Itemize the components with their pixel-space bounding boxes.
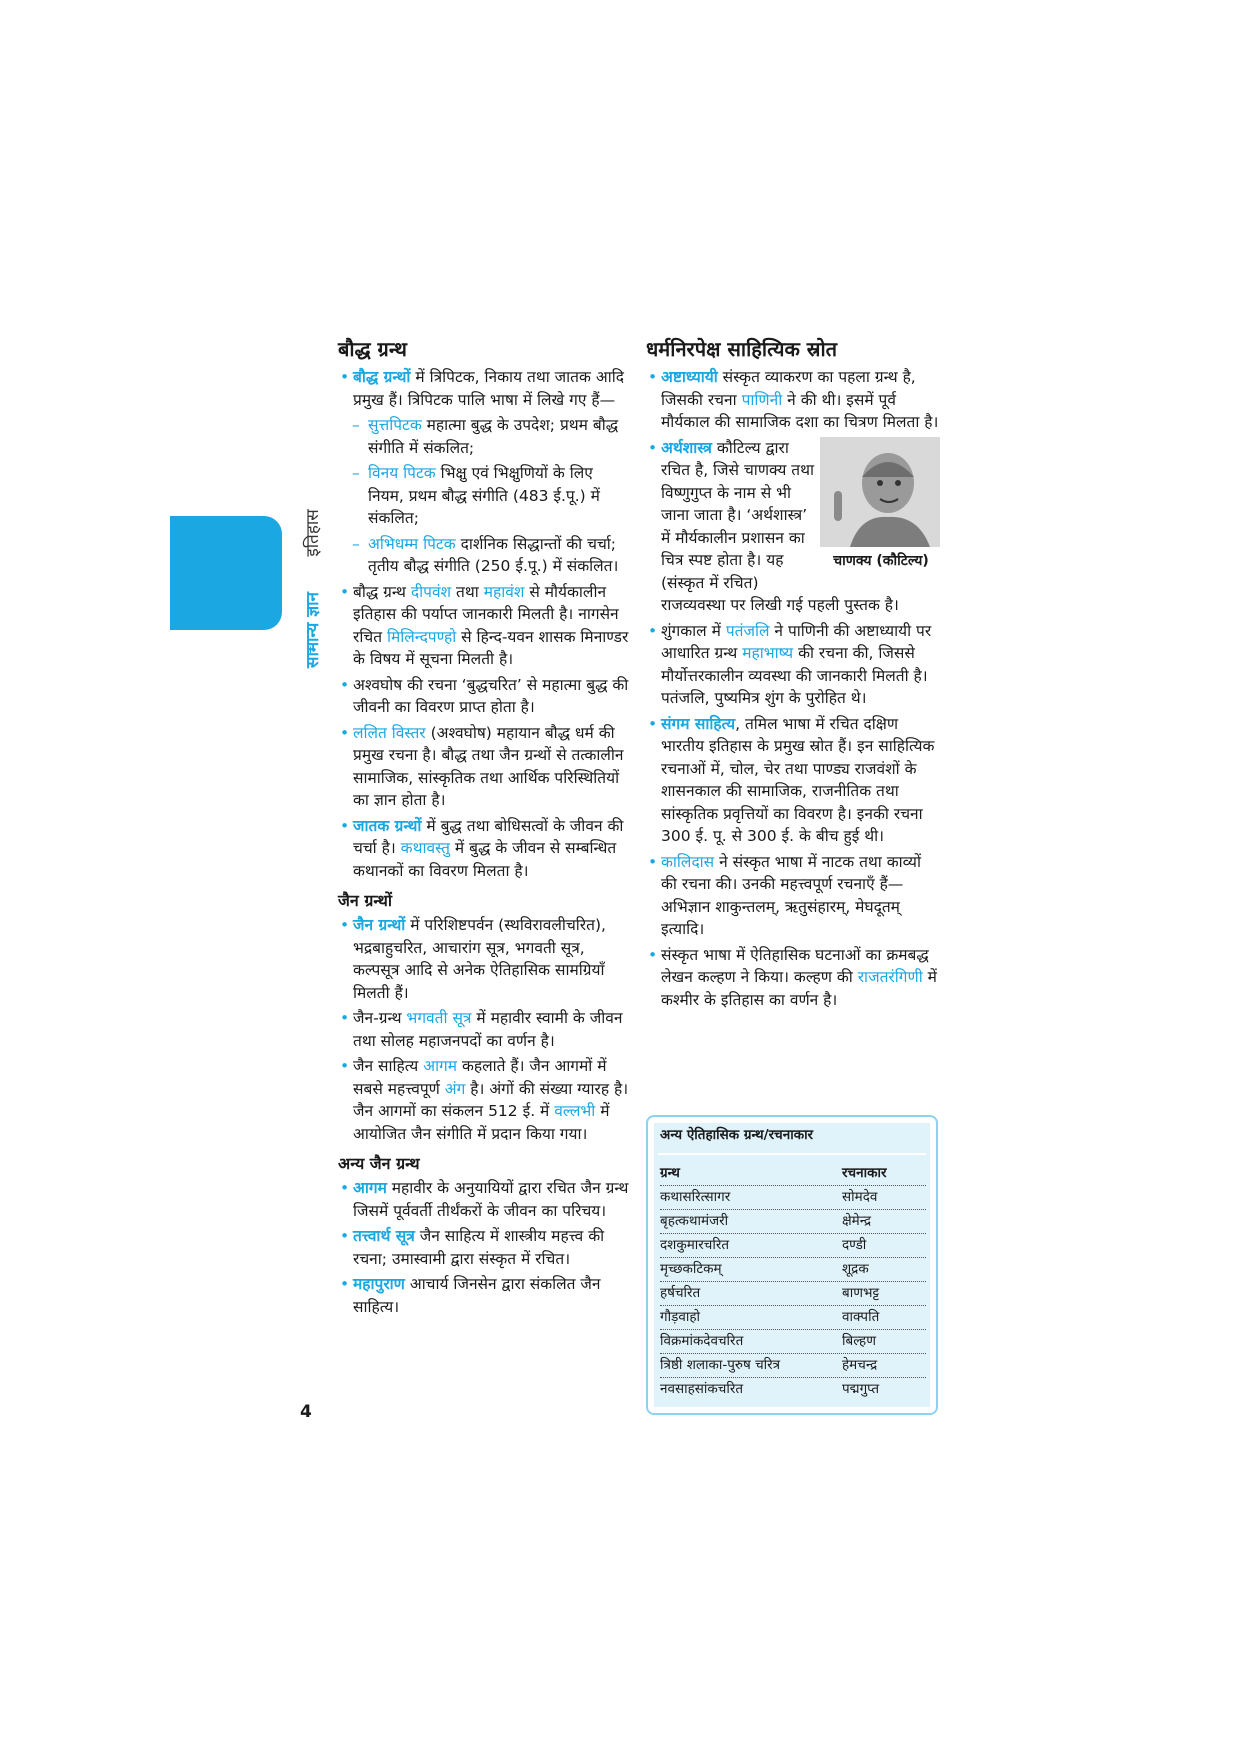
keyword: अर्थशास्त्र [661, 438, 712, 457]
table-row [660, 1209, 926, 1234]
list-item [338, 366, 630, 411]
table-row [660, 1305, 926, 1330]
col-header-book: ग्रन्थ [660, 1165, 680, 1181]
list-item [338, 1273, 630, 1318]
item-text: में महावीर स्वामी के जीवन तथा सोलह महाजनपदों का वर्णन है। [353, 1009, 623, 1050]
keyword: आगम [353, 1179, 387, 1197]
cell-author: वाक्पति [842, 1309, 880, 1325]
item-text: संस्कृत व्याकरण का पहला ग्रन्थ है, जिसकी रचना [661, 368, 916, 409]
item-text: में आयोजित जैन संगीति में प्रदान किया गया। [353, 1102, 610, 1143]
granth-table-box [646, 1115, 938, 1415]
page-number: 4 [300, 1402, 312, 1422]
link-text: महावंश [483, 582, 525, 601]
list-item [338, 1177, 630, 1222]
item-text: संस्कृत भाषा में ऐतिहासिक घटनाओं का क्रमबद्ध लेखन कल्हण ने किया। कल्हण की [661, 945, 929, 986]
link-text: ललित विस्तर [353, 723, 426, 742]
item-text: महात्मा बुद्ध के उपदेश; प्रथम बौद्ध संगीति में संकलित; [368, 416, 619, 457]
link-text: पतंजलि [725, 621, 770, 640]
link-text: सुत्तपिटक [368, 416, 422, 434]
cell-author: बिल्हण [842, 1333, 876, 1349]
link-text: मिलिन्दपण्हो [386, 627, 457, 646]
link-text: कथावस्तु [400, 839, 450, 857]
keyword: अष्टाध्यायी [661, 368, 718, 386]
list-item [338, 914, 630, 1004]
list-item [338, 1225, 630, 1270]
table-row [660, 1353, 926, 1378]
table-row [660, 1257, 926, 1282]
list-item [646, 437, 940, 617]
list-item [338, 1007, 630, 1052]
table-row [660, 1377, 926, 1401]
table-row [660, 1329, 926, 1354]
table-title: अन्य ऐतिहासिक ग्रन्थ/रचनाकार [660, 1127, 814, 1143]
link-text: अंग [444, 1079, 466, 1098]
list-item [338, 722, 630, 812]
link-text: महाभाष्य [742, 644, 794, 662]
link-text: भगवती सूत्र [406, 1009, 472, 1027]
link-text: वल्लभी [554, 1102, 596, 1120]
cell-author: क्षेमेन्द्र [842, 1213, 872, 1229]
list-item [338, 1055, 630, 1145]
item-text: ने पाणिनी की अष्टाध्यायी पर आधारित ग्रन्थ [661, 621, 932, 662]
link-text: आगम [423, 1057, 458, 1075]
heading-buddha-granth: बौद्ध ग्रन्थ [338, 337, 407, 361]
item-text: में कश्मीर के इतिहास का वर्णन है। [661, 968, 937, 1009]
side-label-text [300, 509, 323, 668]
cell-book: बृहत्कथामंजरी [660, 1213, 729, 1229]
list-item [646, 366, 940, 434]
item-text: (अश्वघोष) महायान बौद्ध धर्म की प्रमुख रचना है। बौद्ध तथा जैन ग्रन्थों से तत्कालीन सामाजिक, सांस्कृतिक तथा आर्थिक परिस्थितियों का ज्ञान होता है। [353, 723, 624, 809]
heading-secular-sources: धर्मनिरपेक्ष साहित्यिक स्रोत [646, 337, 838, 361]
item-text: महावीर के अनुयायियों द्वारा रचित जैन ग्रन्थ जिसमें पूर्ववर्ती तीर्थंकरों के जीवन का परिचय। [353, 1179, 629, 1220]
item-text: से हिन्द-यवन शासक मिनाण्डर के विषय में सूचना मिलती है। [353, 627, 629, 668]
cell-book: त्रिष्ठी शलाका-पुरुष चरित्र [660, 1357, 781, 1373]
link-text: कालिदास [661, 852, 715, 871]
item-text: से मौर्यकालीन इतिहास की पर्याप्त जानकारी मिलती है। नागसेन रचित [353, 582, 619, 646]
link-text: विनय पिटक [368, 464, 436, 482]
item-text: में परिशिष्टपर्वन (स्थविरावलीचरित), भद्रबाहुचरित, आचारांग सूत्र, भगवती सूत्र, कल्पसूत्र आदि से अनेक ऐतिहासिक सामग्रियाँ मिलती हैं। [353, 916, 606, 1002]
link-text: पाणिनी [741, 390, 783, 409]
list-item [338, 581, 630, 671]
table-header [660, 1161, 926, 1186]
cell-book: गौड़वाहो [660, 1309, 700, 1325]
cell-author: शूद्रक [842, 1261, 869, 1277]
left-column [338, 336, 630, 1321]
item-text: शुंगकाल में [661, 621, 726, 640]
item-text: दार्शनिक सिद्धान्तों की चर्चा; तृतीय बौद्ध संगीति (250 ई.पू.) में संकलित। [368, 534, 619, 575]
item-text: कहलाते हैं। जैन आगमों में सबसे महत्त्वपूर्ण [353, 1057, 607, 1098]
cell-book: मृच्छकटिकम् [660, 1261, 722, 1277]
right-column [646, 336, 940, 1014]
item-text: की रचना की, जिससे मौर्योत्तरकालीन व्यवस्था की जानकारी मिलती है। पतंजलि, पुष्यमित्र शुंग के पुरोहित थे। [661, 644, 928, 707]
heading-jain-granth: जैन ग्रन्थों [338, 891, 392, 910]
keyword: बौद्ध ग्रन्थों [353, 368, 411, 386]
sub-item [338, 533, 630, 578]
cell-book: हर्षचरित [660, 1285, 701, 1301]
keyword: जातक ग्रन्थों [353, 816, 422, 835]
cell-book: नवसाहसांकचरित [660, 1381, 744, 1397]
side-label-category: सामान्य ज्ञान [303, 592, 323, 668]
list-item [646, 713, 940, 848]
item-text: जैन-ग्रन्थ [353, 1009, 407, 1027]
item-text: कौटिल्य द्वारा रचित है, जिसे चाणक्य तथा विष्णुगुप्त के नाम से भी जाना जाता है। ‘अर्थशास्त्र’ में मौर्यकालीन प्रशासन का चित्र स्पष्ट होता है। यह (संस्कृत में रचित) राजव्यवस्था पर लिखी गई पहली पुस्तक है। [661, 438, 899, 614]
item-text: जैन साहित्य में शास्त्रीय महत्त्व की रचना; उमास्वामी द्वारा संस्कृत में रचित। [353, 1227, 605, 1268]
list-item: • अश्वघोष की रचना ‘बुद्धचरित’ से महात्मा बुद्ध की जीवनी का विवरण प्राप्त होता है। [338, 674, 630, 719]
cell-book: दशकुमारचरित [660, 1237, 730, 1253]
cell-book: विक्रमांकदेवचरित [660, 1333, 744, 1349]
item-text: आचार्य जिनसेन द्वारा संकलित जैन साहित्य। [353, 1275, 601, 1316]
keyword: संगम साहित्य [661, 714, 736, 733]
item-text: में त्रिपिटक, निकाय तथा जातक आदि प्रमुख हैं। त्रिपिटक पालि भाषा में लिखे गए हैं— [353, 368, 624, 409]
list-item [646, 851, 940, 941]
list-item [338, 815, 630, 883]
list-item [646, 620, 940, 710]
item-text: भिक्षु एवं भिक्षुणियों के लिए नियम, प्रथम बौद्ध संगीति (483 ई.पू.) में संकलित; [368, 464, 600, 527]
link-text: राजतरंगिणी [857, 968, 923, 986]
portrait-caption: चाणक्य (कौटिल्य) [833, 552, 929, 569]
item-text: ने की थी। इसमें पूर्व मौर्यकाल की सामाजिक दशा का चित्रण मिलता है। [661, 390, 939, 431]
keyword: तत्त्वार्थ सूत्र [353, 1227, 415, 1245]
cell-author: पद्मगुप्त [842, 1381, 880, 1397]
cell-author: दण्डी [842, 1237, 867, 1253]
sub-item [338, 414, 630, 459]
side-label [296, 508, 323, 668]
side-label-subject: – इतिहास [303, 509, 323, 586]
table-row [660, 1233, 926, 1258]
link-text: अभिधम्म पिटक [368, 534, 456, 553]
keyword: महापुराण [353, 1275, 405, 1293]
item-text: तथा [451, 582, 484, 601]
keyword: जैन ग्रन्थों [353, 916, 406, 934]
chapter-tab [170, 516, 282, 630]
item-text: में बुद्ध तथा बोधिसत्वों के जीवन की चर्चा है। [353, 816, 624, 857]
heading-other-jain: अन्य जैन ग्रन्थ [338, 1154, 420, 1173]
table-row [660, 1185, 926, 1210]
cell-author: हेमचन्द्र [842, 1357, 878, 1373]
item-text: है। अंगों की संख्या ग्यारह है। जैन आगमों का संकलन 512 ई. में [353, 1079, 629, 1120]
col-header-author: रचनाकार [842, 1165, 887, 1181]
item-text: में बुद्ध के जीवन से सम्बन्धित कथानकों का विवरण मिलता है। [353, 839, 617, 880]
cell-book: कथासरित्सागर [660, 1189, 731, 1205]
link-text: दीपवंश [410, 582, 452, 601]
item-text: ने संस्कृत भाषा में नाटक तथा काव्यों की रचना की। उनकी महत्त्वपूर्ण रचनाएँ हैं—अभिज्ञान शाकुन्तलम्, ऋतुसंहारम्, मेघदूतम् इत्यादि। [661, 852, 921, 938]
table-divider [658, 1153, 926, 1155]
item-text: , तमिल भाषा में रचित दक्षिण भारतीय इतिहास के प्रमुख स्रोत हैं। इन साहित्यिक रचनाओं में, चोल, चेर तथा पाण्ड्य राजवंशों के शासनकाल की सामाजिक, राजनीतिक तथा सांस्कृतिक प्रवृत्तियों का विवरण है। इनकी रचना 300 ई. पू. से 300 ई. के बीच हुई थी। [661, 714, 935, 845]
sub-item [338, 462, 630, 530]
cell-author: सोमदेव [842, 1189, 878, 1205]
table-row [660, 1281, 926, 1306]
item-text: बौद्ध ग्रन्थ [353, 582, 411, 601]
list-item [646, 944, 940, 1012]
cell-author: बाणभट्ट [842, 1285, 880, 1301]
item-text: जैन साहित्य [353, 1057, 424, 1075]
